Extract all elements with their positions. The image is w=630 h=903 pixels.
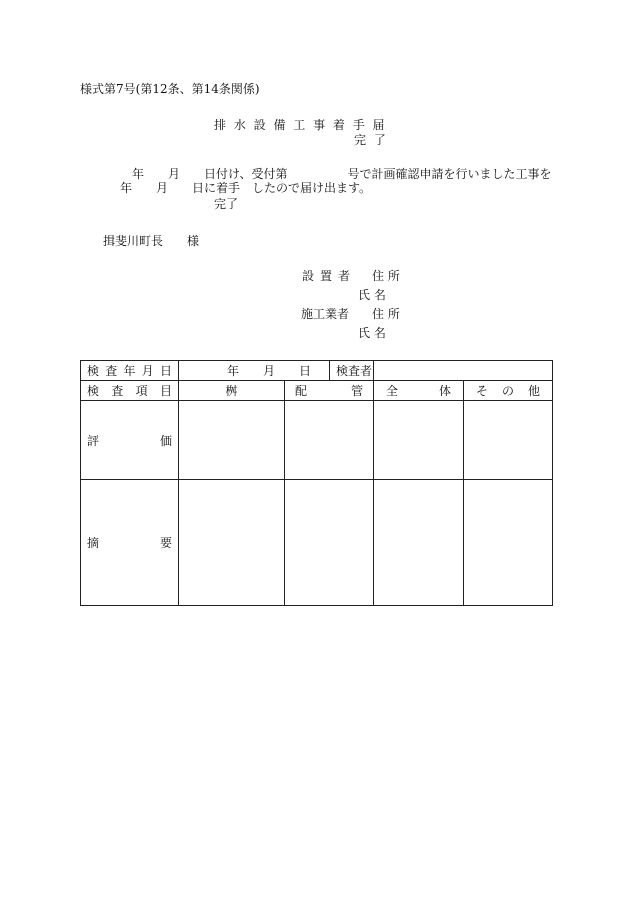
form-title: 排 水 設 備 工 事 着 手 届 [214, 118, 387, 132]
remarks-label-text: 摘 要 [87, 536, 172, 550]
contractor-label: 施工業者 [301, 307, 350, 321]
inspection-date-label [81, 361, 179, 381]
remarks-overall-cell[interactable] [374, 480, 464, 606]
column-header-overall: 全 体 [374, 381, 464, 401]
remarks-row [81, 480, 553, 606]
evaluation-label-text: 評 価 [87, 433, 172, 448]
evaluation-piping-cell[interactable] [285, 401, 374, 480]
body-line-2: 年 月 日に着手 したので届け出ます。 [120, 181, 372, 195]
form-title-alt: 完 了 [354, 133, 388, 147]
installer-name-label: 氏 名 [358, 288, 386, 302]
remarks-basin-cell[interactable] [179, 480, 285, 606]
inspector-label: 検査者 [330, 361, 374, 381]
date-day-label: 日 [298, 364, 311, 378]
addressee: 揖斐川町長 様 [103, 234, 200, 248]
date-month-label: 月 [262, 364, 275, 378]
remarks-piping-cell[interactable] [285, 480, 374, 606]
evaluation-label [81, 401, 179, 480]
inspection-date-label-text: 検 査 年 月 日 [87, 364, 172, 378]
body-line-3: 完了 [214, 197, 239, 211]
contractor-name-label: 氏 名 [358, 326, 386, 340]
evaluation-other-cell[interactable] [464, 401, 553, 480]
header-row [81, 381, 553, 401]
inspection-date-value[interactable] [179, 361, 330, 381]
contractor-address-label: 住 所 [372, 307, 400, 321]
inspection-table [80, 360, 553, 606]
evaluation-row [81, 401, 553, 480]
inspector-value[interactable] [374, 361, 553, 381]
remarks-label [81, 480, 179, 606]
installer-address-label: 住 所 [372, 269, 400, 283]
evaluation-overall-cell[interactable] [374, 401, 464, 480]
body-line-1: 年 月 日付け、受付第 号で計画確認申請を行いました工事を [132, 167, 552, 181]
inspection-date-row [81, 361, 553, 381]
column-header-piping: 配 管 [285, 381, 374, 401]
evaluation-basin-cell[interactable] [179, 401, 285, 480]
installer-label: 設置者 [302, 269, 357, 283]
remarks-other-cell[interactable] [464, 480, 553, 606]
form-reference: 様式第7号(第12条、第14条関係) [80, 82, 260, 96]
column-header-other: そ の 他 [464, 381, 553, 401]
column-header-basin: 桝 [179, 381, 285, 401]
inspection-item-label-text: 検 査 項 目 [87, 384, 172, 398]
date-year-label: 年 [226, 364, 239, 378]
inspection-item-label [81, 381, 179, 401]
